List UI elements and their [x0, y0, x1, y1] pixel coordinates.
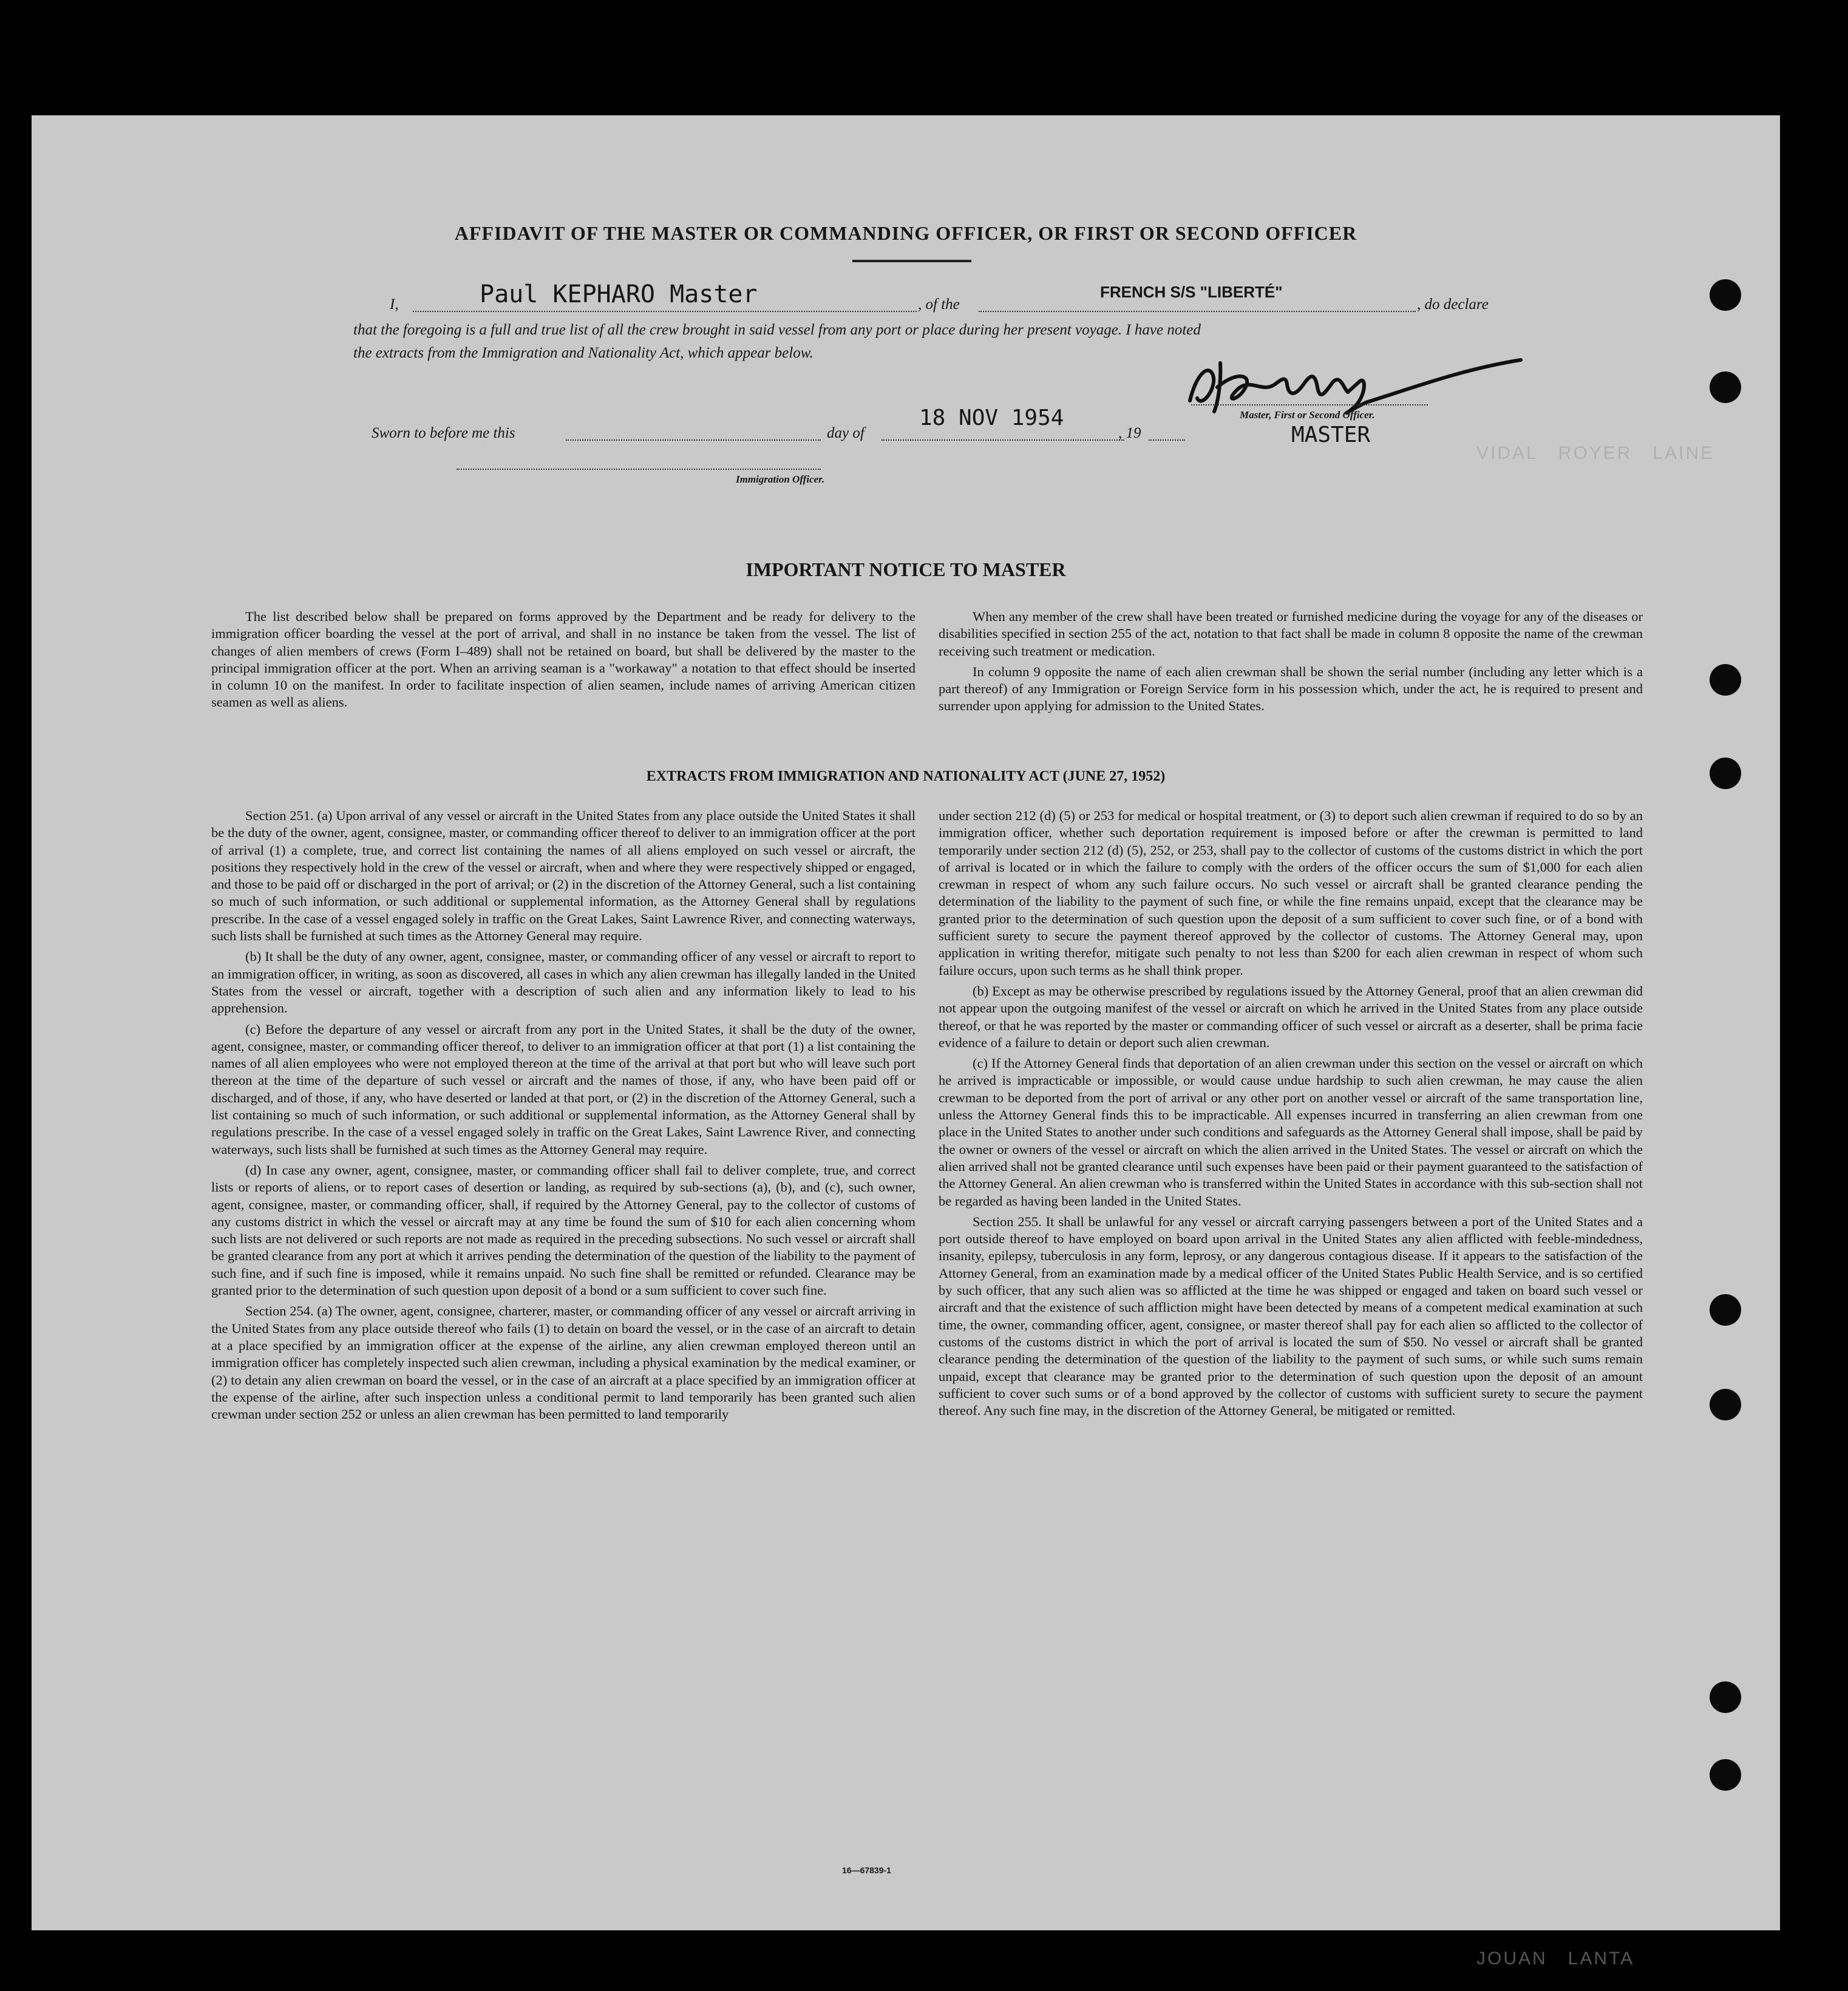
sworn-date-stamp[interactable]: 18 NOV 1954 [919, 405, 1064, 430]
vessel-fill-line [979, 311, 1416, 312]
year-fill-line [1149, 439, 1185, 441]
title-divider [852, 260, 971, 262]
form-number: 16—67839-1 [842, 1865, 891, 1875]
rank-stamp[interactable]: MASTER [1291, 422, 1371, 447]
document-page [32, 115, 1780, 1969]
master-name-field[interactable]: Paul KEPHARO Master [480, 280, 758, 308]
sworn-label: Sworn to before me this [372, 425, 515, 441]
master-caption: Master, First or Second Officer. [1240, 409, 1375, 421]
punch-hole [1710, 371, 1741, 403]
name-fill-line [413, 311, 917, 312]
notice-left-column [211, 608, 916, 715]
immigration-officer-caption: Immigration Officer. [736, 473, 825, 485]
punch-hole [1710, 664, 1741, 696]
extract-paragraph: (d) In case any owner, agent, consignee, master, or commanding officer shall fail to deliver complete, true, and correct lists or reports of aliens, or to report cases of desertion or landing, as required by sub-sections (a), (b), and (c), such owner, agent, consignee, master, or commanding officer, shall, if required by the Attorney General, pay to the collector of customs of any customs district in which the vessel or aircraft may at any time be found the sum of $10 for each alien concerning whom such lists are not delivered or such reports are not made as required in the preceding subsections. No such vessel or aircraft shall be granted clearance from any port at which it arrives pending the determination of the question of the liability to the payment of such fine, and if such fine is imposed, while it remains unpaid. No such fine shall be remitted or refunded. Clearance may be granted prior to the determination of such question upon deposit of a bond or a sum sufficient to cover such fine. [211, 1162, 916, 1298]
bleed-through-text: JOUAN LANTA [1476, 1949, 1635, 1969]
extract-paragraph: (c) If the Attorney General finds that deportation of an alien crewman under this section on the vessel or aircraft on which he arrived is impracticable or impossible, or would cause undue hardship to such alien crewman, he may cause the alien crewman to be deported from the port of arrival or any other port on another vessel or aircraft of the same transportation line, unless the Attorney General finds this to be impracticable. All expenses incurred in transferring an alien crewman from one place in the United States to another under such conditions and safeguards as the Attorney General shall impose, shall be paid by the owner or owners of the vessel or aircraft on which the alien arrived in the United States. The vessel or aircraft on which the alien arrived shall not be granted clearance until such expenses have been paid or their payment guaranteed to the satisfaction of the Attorney General. An alien crewman who is transferred within the United States in accordance with this sub-section shall not be regarded as having been landed in the United States. [939, 1056, 1643, 1209]
extract-paragraph: under section 212 (d) (5) or 253 for medical or hospital treatment, or (3) to deport such alien crewman if required to do so by an immigration officer, whether such deportation requirement is imposed before or after the crewman is permitted to land temporarily under section 212 (d) (5), 252, or 253, shall pay to the collector of customs of the customs district in which the port of arrival is located or in which the failure to comply with the orders of the officer occurs the sum of $1,000 for each alien crewman in respect of whom any such failure occurs. No such vessel or aircraft shall be granted clearance pending the determination of the liability to the payment of such fine, or while the fine remains unpaid, except that the clearance may be granted prior to the determination of such question upon the deposit of a sum sufficient to cover such fine, or of a bond with sufficient surety to secure the payment thereof approved by the collector of customs. The Attorney General may, upon application in writing therefor, mitigate such penalty to not less than $200 for each alien crewman in respect of whom such failure occurs, upon such terms as he shall think proper. [939, 808, 1643, 978]
notice-heading: IMPORTANT NOTICE TO MASTER [746, 558, 1066, 580]
punch-hole [1710, 1759, 1741, 1791]
extracts-left-column [211, 807, 916, 1426]
punch-hole [1710, 758, 1741, 789]
extract-paragraph: (b) Except as may be otherwise prescribed by regulations issued by the Attorney General, proof that an alien crewman did not appear upon the outgoing manifest of the vessel or aircraft on which he arrived in the United States from any place outside thereof, or that he was reported by the master or commanding officer of such vessel or aircraft as a deserter, shall be prima facie evidence of a failure to detain or deport such alien crewman. [939, 983, 1643, 1050]
notice-paragraph: In column 9 opposite the name of each alien crewman shall be shown the serial number (including any letter which is a part thereof) of any Immigration or Foreign Service form in his possession which, under the act, he is required to present and surrender upon applying for admission to the United States. [939, 663, 1643, 714]
sworn-date-fill-line [882, 439, 1124, 441]
officer-signature-line [457, 469, 821, 470]
extracts-right-column [939, 807, 1643, 1423]
notice-paragraph: When any member of the crew shall have been treated or furnished medicine during the voyage for any of the diseases or disabilities specified in section 255 of the act, notation to that fact shall be made in column 8 opposite the name of the crewman receiving such treatment or medication. [939, 609, 1643, 659]
affidavit-body-line: that the foregoing is a full and true list of all the crew brought in said vessel from any port or place during her present voyage. I have noted [353, 322, 1201, 338]
extract-paragraph: Section 255. It shall be unlawful for any vessel or aircraft carrying passengers between a port of the United States and a port outside thereof to have employed on board upon arrival in the United States any alien afflicted with feeble-mindedness, insanity, epilepsy, tuberculosis in any form, leprosy, or any dangerous contagious disease. If it appears to the satisfaction of the Attorney General, from an examination made by a medical officer of the United States Public Health Service, and is so certified by such officer, that any such alien was so afflicted at the time he was shipped or engaged and taken on board such vessel or aircraft and that the existence of such affliction might have been detected by means of a competent medical examination at such time, the owner, commanding officer, agent, consignee, or master thereof shall pay for each alien so afflicted to the collector of customs of the customs district in which the port of arrival is located the sum of $50. No vessel or aircraft shall be granted clearance pending the determination of the question of the liability to the payment of such sums, or while such sums remain unpaid, except that clearance may be granted prior to the determination of such question upon the deposit of an amount sufficient to cover such sums or of a bond approved by the collector of customs with sufficient surety to secure the payment thereof. Any such fine may, in the discretion of the Attorney General, be mitigated or remitted. [939, 1213, 1643, 1419]
extract-paragraph: (b) It shall be the duty of any owner, agent, consignee, master, or commanding officer of any vessel or aircraft to report to an immigration officer, in writing, as soon as discovered, all cases in which any alien crewman has illegally landed in the United States from the vessel or aircraft, together with a description of such alien and any information likely to lead to his apprehension. [211, 949, 916, 1016]
affidavit-i-label: I, [390, 296, 399, 313]
extract-paragraph: (c) Before the departure of any vessel or aircraft from any port in the United States, it shall be the duty of the owner, agent, consignee, master, or commanding officer thereof, to deliver to an immigration officer at that port (1) a list containing the names of all alien employees who were not employed thereon at the time of the arrival at that port but who will leave such port thereon at the time of the departure of such vessel or aircraft and the names of those, if any, who have been paid off or discharged, and of those, if any, who have deserted or landed at that port, or (2) in the discretion of the Attorney General, such a list containing so much of such information, or such additional or supplemental information, as the Attorney General shall by regulations prescribe. In the case of a vessel engaged solely in traffic on the Great Lakes, Saint Lawrence River, and connecting waterways, such lists shall be furnished at such times as the Attorney General may require. [211, 1021, 916, 1157]
sworn-day-of: day of [827, 425, 865, 441]
sworn-day-fill-line [566, 439, 821, 441]
extract-paragraph: Section 254. (a) The owner, agent, consignee, charterer, master, or commanding officer of any vessel or aircraft arriving in the United States from any place outside thereof who fails (1) to detain on board the vessel, or in the case of an aircraft to detain at a place specified by an immigration officer at the expense of the airline, any alien crewman employed thereon until an immigration officer has completely inspected such alien crewman, including a physical examination by the medical examiner, or (2) to detain any alien crewman on board the vessel, or in the case of an aircraft at a place specified by an immigration officer at the expense of the airline, after such inspection unless a conditional permit to land temporarily has been granted such alien crewman under section 252 or unless an alien crewman has been permitted to land temporarily [211, 1303, 916, 1422]
affidavit-of-the: , of the [918, 296, 960, 313]
affidavit-body-line: the extracts from the Immigration and Nationality Act, which appear below. [353, 345, 814, 361]
affidavit-title: AFFIDAVIT OF THE MASTER OR COMMANDING OFFICER, OR FIRST OR SECOND OFFICER [454, 222, 1357, 244]
punch-hole [1710, 1389, 1741, 1420]
extracts-heading: EXTRACTS FROM IMMIGRATION AND NATIONALITY ACT (JUNE 27, 1952) [646, 768, 1166, 784]
notice-right-column [939, 608, 1643, 719]
vessel-name-field[interactable]: FRENCH S/S "LIBERTÉ" [1100, 283, 1283, 301]
punch-hole [1710, 1681, 1741, 1713]
signature-line [1191, 404, 1428, 405]
bleed-through-text: VIDAL ROYER LAINE [1476, 443, 1714, 463]
extract-paragraph: Section 251. (a) Upon arrival of any vessel or aircraft in the United States from any place outside the United States it shall be the duty of the owner, agent, consignee, master, or commanding officer thereof to deliver to an immigration officer at the port of arrival (1) a complete, true, and correct list containing the names of all aliens employed on such vessel or aircraft, the positions they respectively hold in the crew of the vessel or aircraft, when and where they were respectively shipped or engaged, and those to be paid off or discharged in the port of arrival; or (2) in the discretion of the Attorney General, such a list containing so much of such information, or such additional or supplemental information, as the Attorney General shall by regulations prescribe. In the case of a vessel engaged solely in traffic on the Great Lakes, Saint Lawrence River, and connecting waterways, such lists shall be furnished at such times as the Attorney General may require. [211, 808, 916, 944]
punch-hole [1710, 279, 1741, 311]
sworn-year-prefix: , 19 [1118, 425, 1141, 441]
punch-hole [1710, 1294, 1741, 1326]
affidavit-do-declare: , do declare [1417, 296, 1489, 313]
notice-paragraph: The list described below shall be prepared on forms approved by the Department and be ready for delivery to the immigration officer boarding the vessel at the port of arrival, and shall in no instance be taken from the vessel. The list of changes of alien members of crews (Form I–489) shall not be retained on board, but shall be delivered by the master to the principal immigration officer at the port. When an arriving seaman is a "workaway" a notation to that effect should be inserted in column 10 on the manifest. In order to facilitate inspection of alien seamen, include names of arriving American citizen seamen as well as aliens. [211, 609, 916, 710]
